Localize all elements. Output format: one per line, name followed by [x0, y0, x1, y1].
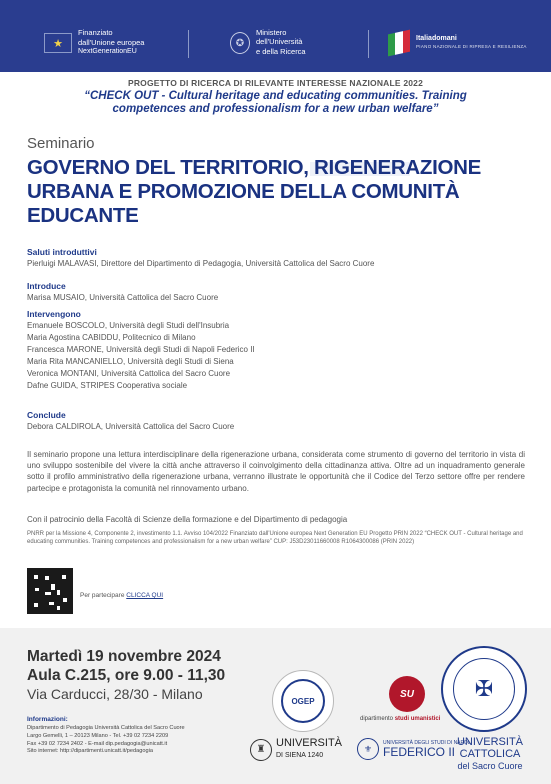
speaker: Maria Rita MANCANIELLO, Università degli Studi di Siena: [27, 357, 234, 366]
italiadomani-sub: PIANO NAZIONALE DI RIPRESA E RESILIENZA: [416, 44, 527, 49]
section-conclude: [27, 410, 527, 433]
event-type: Seminario: [27, 135, 95, 152]
speaker: Marisa MUSAIO, Università Cattolica del Sacro Cuore: [27, 293, 219, 302]
header-divider: [368, 30, 369, 58]
mur-logo: [230, 28, 306, 58]
header-divider: [188, 30, 189, 58]
federico-name: FEDERICO II: [383, 745, 456, 759]
info-line: Fax +39 02 7234 2402 - E-mail dip.pedagogia@unicatt.it: [27, 740, 168, 747]
eu-logo: [44, 28, 144, 58]
ucsc-line2: CATTOLICA: [459, 748, 521, 760]
mur-line1: Ministero: [256, 27, 287, 37]
speaker: Emanuele BOSCOLO, Università degli Studi dell'Insubria: [27, 321, 230, 330]
mur-line3: e della Ricerca: [256, 46, 306, 56]
info-line: Sito internet: http://dipartimenti.unicatt.it/pedagogia: [27, 748, 153, 755]
ucsc-wordmark: [440, 736, 540, 772]
italy-flag-icon: [388, 30, 410, 57]
speaker: Francesca MARONE, Università degli Studi di Napoli Federico II: [27, 345, 255, 354]
section-intervengono: [27, 309, 527, 392]
studi-umanistici-logo: SU: [389, 676, 425, 712]
info-block: [27, 725, 267, 756]
ucsc-line1: UNIVERSITÀ: [456, 736, 523, 748]
su-caption-post: studi umanistici: [394, 716, 441, 722]
federico-small: UNIVERSITÀ DEGLI STUDI DI NAPOLI: [383, 740, 472, 746]
republic-emblem-icon: ✪: [230, 32, 250, 54]
ogep-mark: OGEP: [281, 679, 325, 723]
mur-line2: dell'Università: [256, 37, 303, 47]
speaker: Maria Agostina CABIDDU, Politecnico di Milano: [27, 333, 196, 342]
speaker: Dafne GUIDA, STRIPES Cooperativa sociale: [27, 381, 188, 390]
header-band: [0, 0, 551, 72]
registration-link[interactable]: CLICCA QUI: [126, 592, 164, 599]
registration-cta: [80, 592, 163, 599]
project-line: PROGETTO DI RICERCA DI RILEVANTE INTERESSE NAZIONALE 2022: [127, 78, 424, 88]
info-line: Dipartimento di Pedagogia Università Cattolica del Sacro Cuore: [27, 725, 185, 731]
section-heading: Introduce: [27, 281, 66, 291]
speaker: Veronica MONTANI, Università Cattolica del Sacro Cuore: [27, 369, 231, 378]
eu-line3: NextGenerationEU: [78, 48, 137, 56]
italiadomani-name: Italiadomani: [416, 34, 457, 42]
speaker: Debora CALDIROLA, Università Cattolica del Sacro Cuore: [27, 422, 235, 431]
section-heading: Saluti introduttivi: [27, 247, 97, 257]
patronage-note: Con il patrocinio della Facoltà di Scienze della formazione e del Dipartimento di pedagogia: [27, 515, 348, 524]
section-saluti: [27, 247, 527, 270]
italiadomani-logo: [388, 28, 527, 58]
ucsc-seal-icon: ✠: [453, 658, 515, 720]
siena-logo: [250, 738, 342, 761]
eu-line2: dall'Unione europea: [78, 37, 145, 47]
info-heading: Informazioni:: [27, 716, 68, 723]
ucsc-line3: del Sacro Cuore: [457, 761, 523, 771]
su-caption-pre: dipartimento: [360, 716, 394, 722]
siena-sub: DI SIENA 1240: [276, 752, 324, 759]
siena-emblem-icon: ♜: [250, 739, 272, 761]
ucsc-seal: [441, 646, 527, 732]
pnrr-note: PNRR per la Missione 4, Componente 2, investimento 1.1. Avviso 104/2022 Finanziato dall'Unione europea Next Generation EU Progetto PRIN 2022 “CHECK OUT - Cultural heritage and educating communities. Training competences and professionalism for a new urban welfare” CUP: J53D23011660008 R1064300086 (PRIN 2022): [27, 531, 523, 545]
ogep-logo: [272, 670, 334, 732]
eu-flag-icon: ★: [44, 33, 72, 53]
event-room-time: Aula C.215, ore 9.00 - 11,30: [27, 667, 226, 684]
section-heading: Conclude: [27, 410, 66, 420]
event-address: Via Carducci, 28/30 - Milano: [27, 686, 203, 702]
section-heading: Intervengono: [27, 309, 81, 319]
speaker: Pierluigi MALAVASI, Direttore del Dipartimento di Pedagogia, Università Cattolica del Sacro Cuore: [27, 259, 375, 268]
qr-code[interactable]: [27, 568, 73, 614]
abstract: Il seminario propone una lettura interdisciplinare della rigenerazione urbana, considerata come strumento di governo del territorio in vista di uno sviluppo sostenibile del vivere la città anche attraverso il coinvolgimento della cittadinanza attiva. Oltre ad un inquadramento generale sotto il profilo amministrativo della rigenerazione urbana, verranno illustrate le opportunità che il Codice del Terzo settore offre per rendere partecipe e protagonista la comunità nel rinnovamento urbano.: [27, 450, 525, 493]
registration-prefix: Per partecipare: [80, 592, 125, 599]
studi-umanistici-caption: [360, 716, 440, 722]
section-introduce: [27, 281, 527, 304]
siena-name: UNIVERSITÀ: [276, 737, 343, 749]
event-date: Martedì 19 novembre 2024: [27, 648, 221, 665]
federico-emblem-icon: ⚜: [357, 738, 379, 760]
event-title: GOVERNO DEL TERRITORIO, RIGENERAZIONE URBANA E PROMOZIONE DELLA COMUNITÀ EDUCANTE: [27, 156, 481, 227]
project-title: “CHECK OUT - Cultural heritage and educating communities. Training competences and professionalism for a new urban welfare”: [84, 90, 467, 115]
eu-line1: Finanziato: [78, 28, 113, 38]
info-line: Largo Gemelli, 1 – 20123 Milano - Tel. +39 02 7234 2209: [27, 732, 169, 739]
